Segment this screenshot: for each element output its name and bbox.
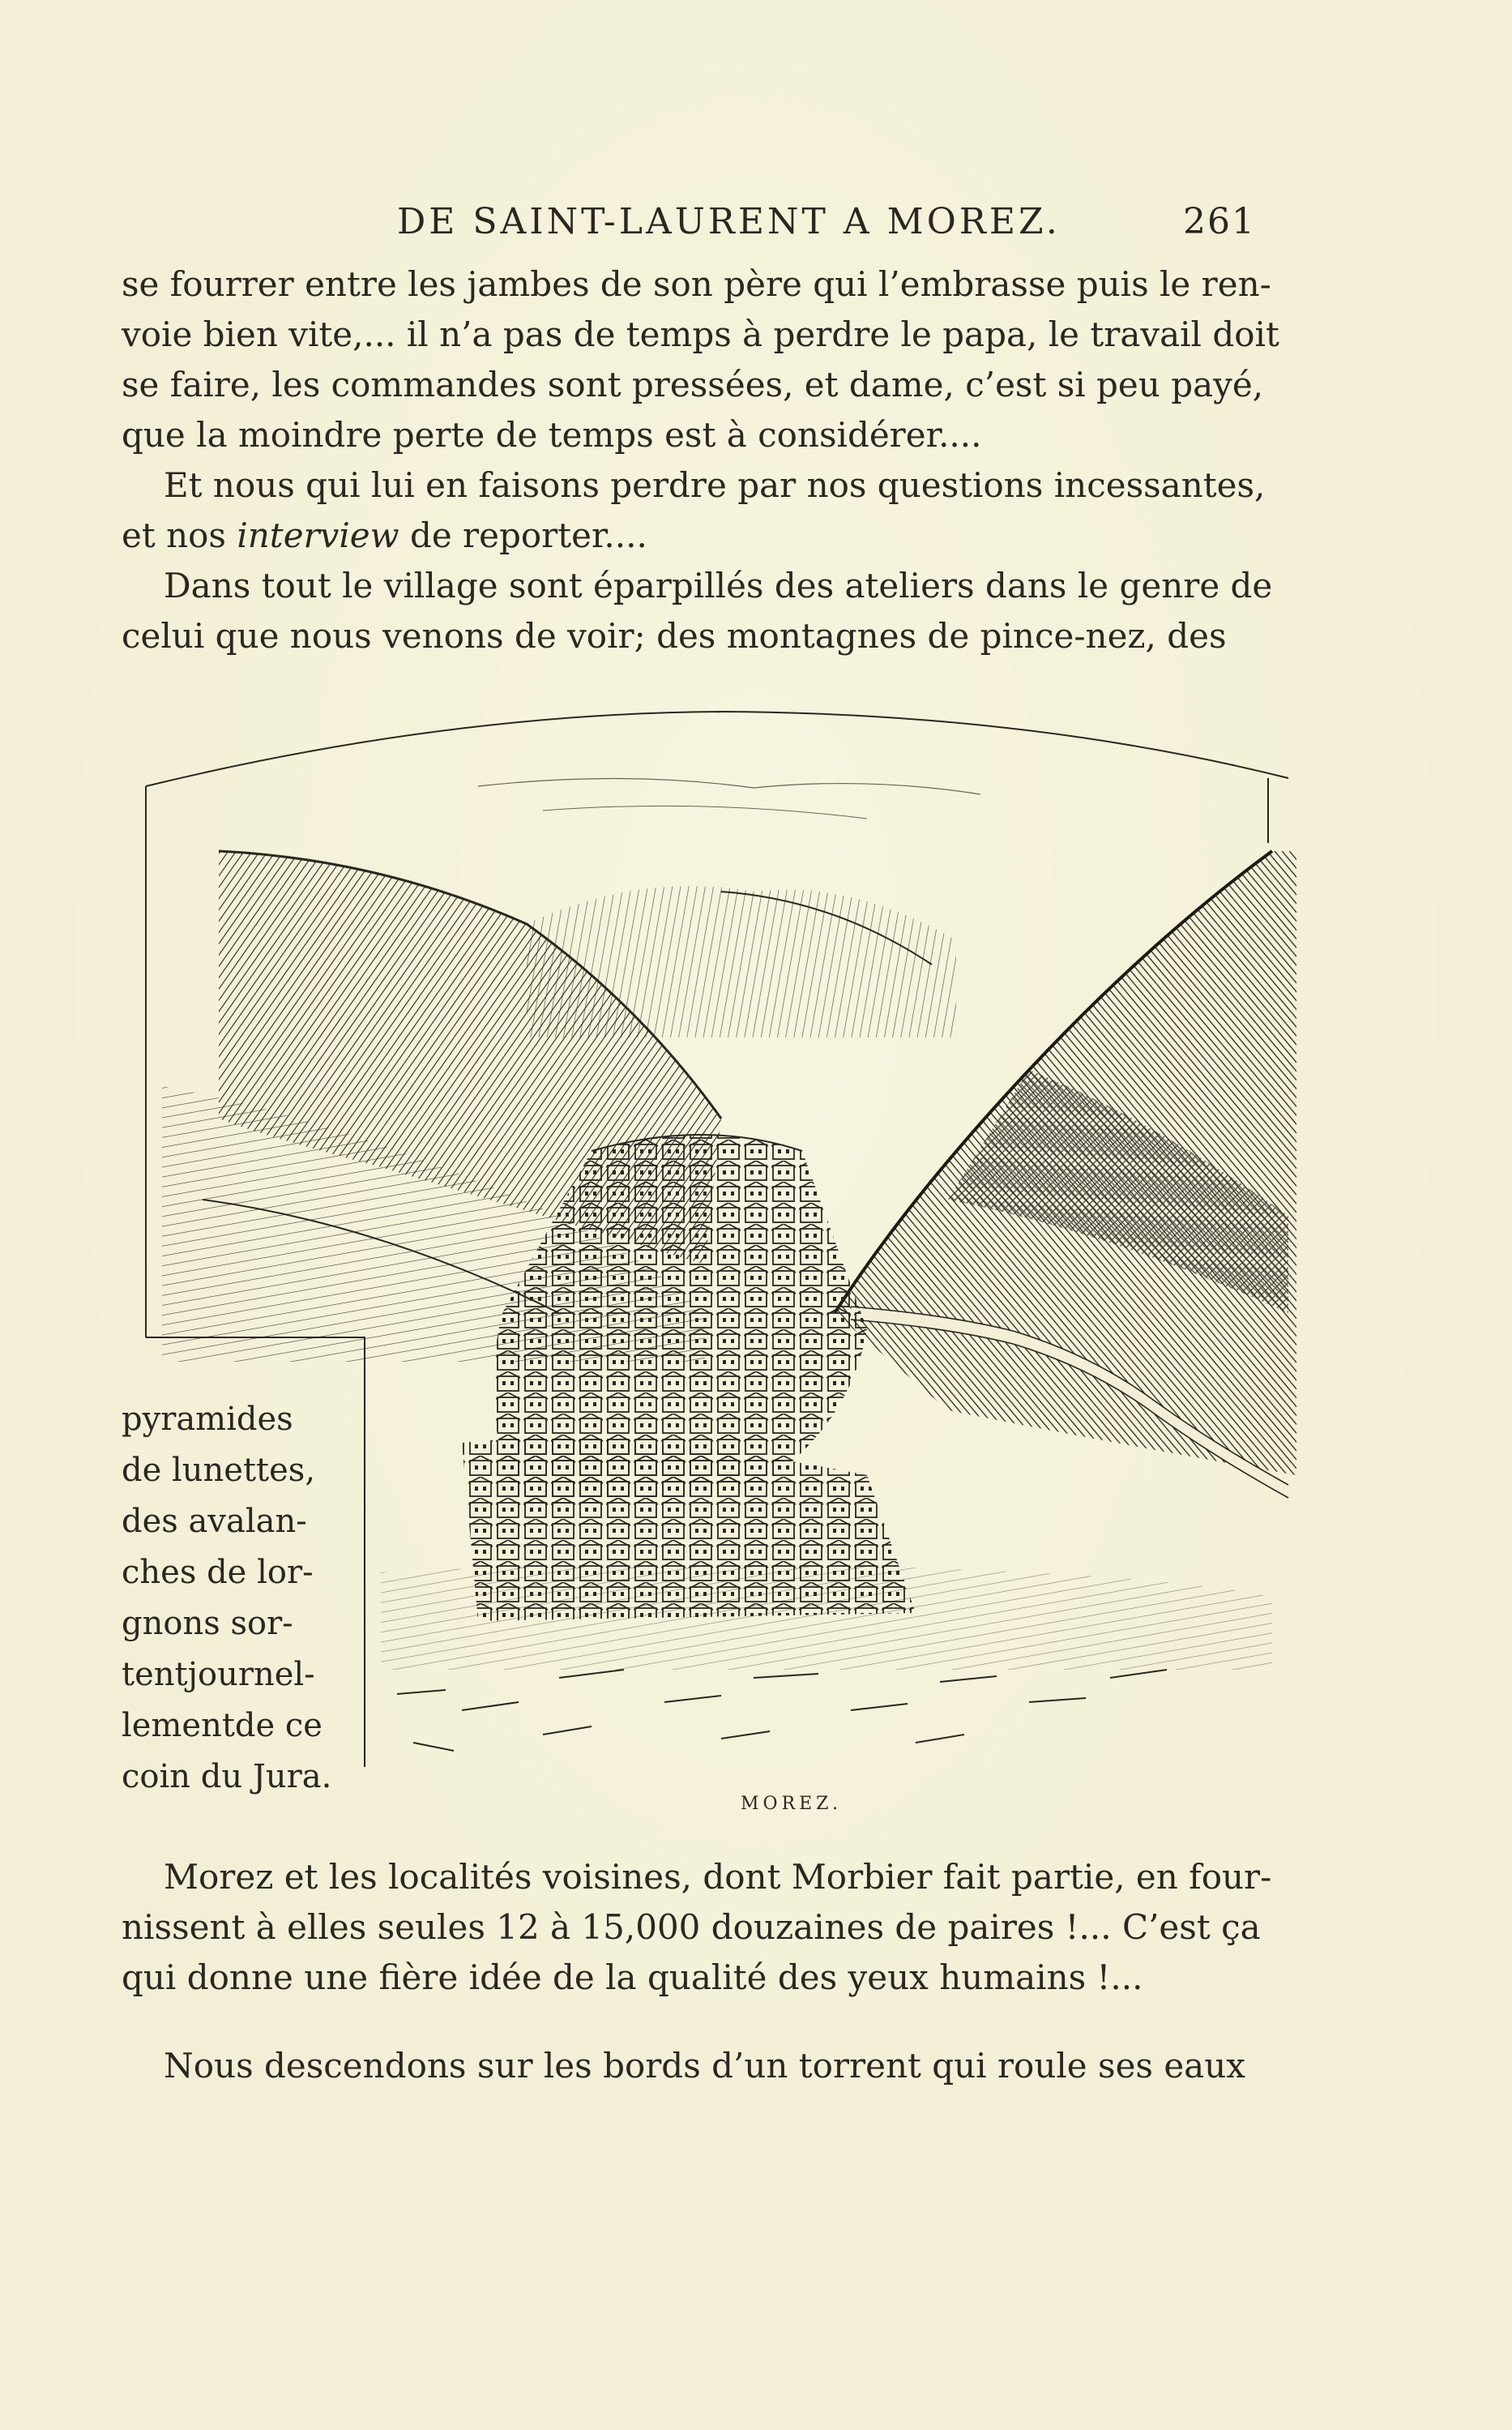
text-line: celui que nous venons de voir; des montagnes de pince-nez, des xyxy=(122,616,1227,656)
italic-word: interview xyxy=(237,516,399,555)
text-line: gnons sor- xyxy=(122,1605,293,1642)
page-number: 261 xyxy=(1183,201,1256,242)
text-line: ches de lor- xyxy=(122,1554,314,1591)
text-line: voie bien vite,... il n’a pas de temps à perdre le papa, le travail doit xyxy=(122,314,1279,354)
text-line: nissent à elles seules 12 à 15,000 douzaines de paires !... C’est ça xyxy=(122,1907,1261,1947)
text-line: tentjournel- xyxy=(122,1656,315,1693)
text-block-top xyxy=(122,259,1279,661)
text-line: Dans tout le village sont éparpillés des ateliers dans le genre de xyxy=(164,566,1273,605)
text-line: qui donne une fière idée de la qualité des yeux humains !... xyxy=(122,1957,1143,1997)
text-line: Morez et les localités voisines, dont Morbier fait partie, en four- xyxy=(164,1857,1272,1897)
text-line: pyramides xyxy=(122,1401,293,1438)
text-line: Nous descendons sur les bords d’un torrent qui roule ses eaux xyxy=(164,2046,1245,2086)
text-line-with-italic xyxy=(122,511,1256,561)
text-line: Et nous qui lui en faisons perdre par nos questions incessantes, xyxy=(164,465,1266,505)
text-line: des avalan- xyxy=(122,1503,307,1540)
text-line: se faire, les commandes sont pressées, et dame, c’est si peu payé, xyxy=(122,365,1264,404)
text-block-bottom xyxy=(122,1852,1272,2003)
text-fragment: de reporter.... xyxy=(399,516,647,555)
side-text-block xyxy=(122,1394,365,1803)
text-line: se fourrer entre les jambes de son père qui l’embrasse puis le ren- xyxy=(122,264,1271,304)
running-head xyxy=(122,201,1256,250)
running-title: DE SAINT-LAURENT A MOREZ. xyxy=(397,201,1061,242)
text-line: de lunettes, xyxy=(122,1452,316,1489)
text-line: que la moindre perte de temps est à considérer.... xyxy=(122,415,982,455)
text-line: coin du Jura. xyxy=(122,1758,332,1795)
text-line: lementde ce xyxy=(122,1707,322,1744)
illustration-caption: MOREZ. xyxy=(741,1794,843,1814)
text-fragment: et nos xyxy=(122,516,237,555)
text-block-last xyxy=(122,2041,1256,2091)
